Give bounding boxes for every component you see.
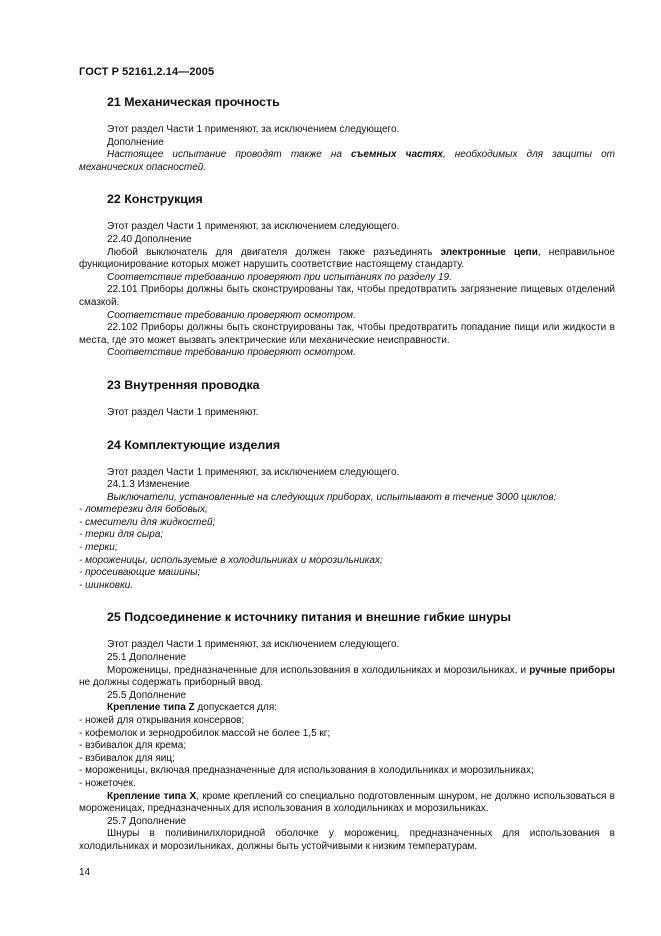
clause-25-7-heading: 25.7 Дополнение <box>107 815 187 827</box>
clause-25-5-type-x: Крепление типа X, кроме креплений со специально подготовленным шнуром, не должно использоваться в мороженицах, предназначенных для использования в холодильниках и морозильниках. <box>79 790 615 815</box>
list-item: - взбивалок для крема; <box>79 740 187 752</box>
term-removable-parts: съемных частях <box>351 149 443 161</box>
section-21-addition: Дополнение <box>107 136 164 148</box>
list-item: - ломтерезки для бобовых; <box>79 504 208 516</box>
clause-24-1-3-heading: 24.1.3 Изменение <box>107 479 190 491</box>
section-23-title: 23 Внутренняя проводка <box>107 377 260 392</box>
clause-25-1-heading: 25.1 Дополнение <box>107 652 187 664</box>
list-item: - взбивалок для яиц; <box>79 752 175 764</box>
clause-25-7-text: Шнуры в поливинилхлоридной оболочке у морожениц, предназначенных для использования в холодильниках и морозильниках, должны быть устойчивыми к низким температурам. <box>79 828 615 852</box>
section-21-text: Настоящее испытание проводят также на съемных частях, необходимых для защиты от механических опасностей. <box>79 149 615 173</box>
section-25-intro: Этот раздел Части 1 применяют, за исключением следующего. <box>107 639 400 651</box>
section-23-intro: Этот раздел Части 1 применяют. <box>107 406 259 418</box>
list-item: - ножеточек. <box>79 777 136 789</box>
list-item: - шинковки. <box>79 579 134 591</box>
clause-22-102-compliance: Соответствие требованию проверяют осмотром. <box>107 347 356 359</box>
list-item: - кофемолок и зернодробилок массой не более 1,5 кг; <box>79 727 331 739</box>
section-22-intro: Этот раздел Части 1 применяют, за исключением следующего. <box>107 221 400 233</box>
clause-22-101-compliance: Соответствие требованию проверяют осмотром. <box>107 309 356 321</box>
list-item: - терки для сыра; <box>79 529 164 541</box>
page-number: 14 <box>79 867 91 878</box>
clause-25-1-text: Мороженицы, предназначенные для использования в холодильниках и морозильниках, и ручные приборы не должны содержать приборный ввод. <box>79 664 615 689</box>
term-electronic-circuits: электронные цепи <box>440 246 538 258</box>
section-21-title: 21 Механическая прочность <box>107 95 280 109</box>
list-item: - мороженицы, используемые в холодильниках и морозильниках; <box>79 554 383 566</box>
clause-22-40-heading: 22.40 Дополнение <box>107 233 192 245</box>
section-25-title: 25 Подсоединение к источнику питания и внешние гибкие шнуры <box>107 610 511 625</box>
list-item: - просеивающие машины; <box>79 567 201 579</box>
list-item: - ножей для открывания консервов; <box>79 715 245 726</box>
list-item: - мороженицы, включая предназначенные для использования в холодильниках и морозильниках; <box>79 765 534 777</box>
clause-25-5-type-z: Крепление типа Z допускается для: <box>107 702 278 714</box>
list-item: - смесители для жидкостей; <box>79 516 216 528</box>
term-type-x-attachment: Крепление типа X <box>107 790 197 802</box>
term-type-z-attachment: Крепление типа Z <box>107 702 195 714</box>
clause-24-1-3-text: Выключатели, установленные на следующих приборах, испытывают в течение 3000 циклов: <box>107 491 557 503</box>
page-content <box>79 90 615 854</box>
document-header: ГОСТ Р 52161.2.14—2005 <box>79 66 215 78</box>
list-item: - терки; <box>79 542 118 554</box>
section-22-title: 22 Конструкция <box>107 192 203 207</box>
section-24-intro: Этот раздел Части 1 применяют, за исключением следующего. <box>107 466 400 478</box>
clause-22-40-text: Любой выключатель для двигателя должен также разъединять электронные цепи, неправильное функционирование которых может нарушить соответствие настоящему стандарту. <box>79 246 615 271</box>
clause-22-102-text: 22.102 Приборы должны быть сконструированы так, чтобы предотвратить попадание пищи или жидкости в места, где это может вызвать электрические или механические неисправности. <box>79 322 615 346</box>
section-21-intro: Этот раздел Части 1 применяют, за исключением следующего. <box>107 124 400 135</box>
clause-22-101-text: 22.101 Приборы должны быть сконструированы так, чтобы предотвратить загрязнение пищевых отделений смазкой. <box>79 284 615 308</box>
clause-25-5-heading: 25.5 Дополнение <box>107 689 187 701</box>
section-24-title: 24 Комплектующие изделия <box>107 437 281 452</box>
clause-22-40-compliance: Соответствие требованию проверяют при испытаниях по разделу 19. <box>107 271 452 283</box>
term-hand-held-appliances: ручные приборы <box>529 664 615 676</box>
